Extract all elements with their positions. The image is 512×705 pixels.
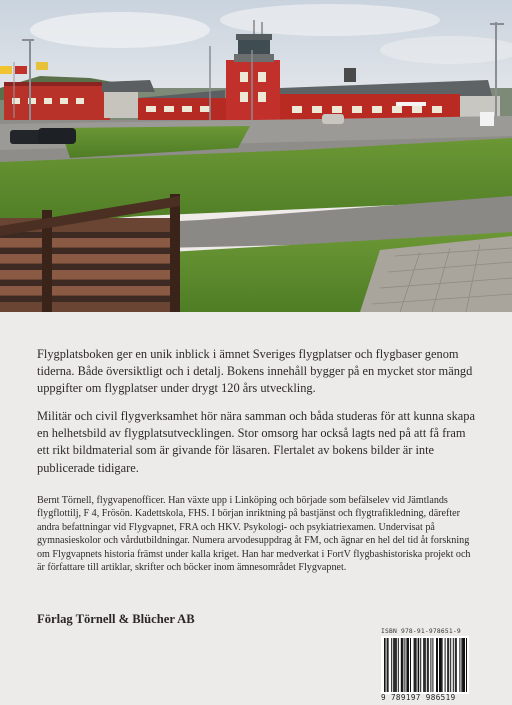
barcode-bar: [428, 638, 429, 692]
barcode-bar: [461, 638, 462, 692]
barcode-bar: [450, 638, 451, 692]
barcode-bar: [425, 638, 426, 692]
isbn-digits: 9 789197 986519: [381, 693, 456, 702]
barcode-bar: [393, 638, 394, 692]
barcode-bar: [462, 638, 464, 692]
barcode-bar: [384, 638, 386, 692]
barcode-bar: [406, 638, 408, 692]
barcode-bar: [430, 638, 431, 692]
barcode-bar: [456, 638, 457, 692]
barcode-bar: [464, 638, 465, 692]
barcode-bar: [394, 638, 395, 692]
barcode-bar: [437, 638, 438, 692]
isbn-label: ISBN 978-91-978651-9: [381, 628, 461, 635]
barcode-bar: [416, 638, 417, 692]
barcode-bar: [442, 638, 443, 692]
author-bio: Bernt Törnell, flygvapenofficer. Han växte upp i Linköping och började som befälselev vid Jämtlands flygflottilj, F 4, Frösön. Kadettskola, FHS. I början inriktning på bastjänst och flygtrafikledning, därefter andra befattningar vid Flygvapnet, FRA och HKV. Psykologi- och psykiatriexamen. Undervisat på gymnasieskolor och vårdutbildningar. Numera arvodesuppdrag åt FM, och ägnar en hel del tid åt forskning om Flygvapnets historia främst under kalla kriget. Han har medverkat i FortV flygbashistoriska projekt och är författare till artiklar, skrifter och böcker inom ämnesområdet Flygvapnet.: [37, 495, 471, 574]
barcode-bar: [408, 638, 409, 692]
barcode-bar: [447, 638, 448, 692]
barcode-bar: [427, 638, 428, 692]
publisher-name: Förlag Törnell & Blücher AB: [37, 612, 195, 626]
barcode-bar: [436, 638, 437, 692]
barcode-bar: [410, 638, 411, 692]
barcode-bar: [455, 638, 456, 692]
barcode-bar: [459, 638, 460, 692]
second-paragraph: Militär och civil flygverksamhet hör nära samman och båda studeras för att kunna skapa en helhetsbild av flygplatsutvecklingen. Stor omsorg har också lagts ned på att få fram ett rikt bildmaterial som är givande för läsaren. Flertalet av bokens bilder är inte publicerade tidigare.: [37, 409, 476, 475]
barcode-bar: [423, 638, 425, 692]
barcode-bar: [398, 638, 399, 692]
barcode-bar: [414, 638, 415, 692]
barcode-bar: [432, 638, 433, 692]
barcode-bar: [440, 638, 442, 692]
intro-paragraph: Flygplatsboken ger en unik inblick i ämnet Sveriges flygplatser och flygbaser genom tiderna. Både översiktligt och i detalj. Bokens innehåll bygger på en mycket stor mängd uppgifter om flygplatser under drygt 120 års utveckling.: [37, 347, 473, 396]
back-cover-text: [0, 312, 512, 705]
barcode-bar: [418, 638, 420, 692]
barcode-bar: [448, 638, 449, 692]
barcode-bar: [402, 638, 403, 692]
barcode-bar: [391, 638, 392, 692]
barcode: [381, 636, 469, 694]
barcode-bar: [395, 638, 397, 692]
cover-photo: [0, 0, 512, 312]
barcode-bar: [387, 638, 388, 692]
barcode-bar: [453, 638, 454, 692]
barcode-bar: [445, 638, 446, 692]
barcode-bar: [388, 638, 389, 692]
barcode-bar: [415, 638, 416, 692]
barcode-bar: [420, 638, 421, 692]
barcode-bar: [404, 638, 405, 692]
barcode-bar: [439, 638, 440, 692]
barcode-bar: [466, 638, 467, 692]
barcode-bar: [401, 638, 403, 692]
